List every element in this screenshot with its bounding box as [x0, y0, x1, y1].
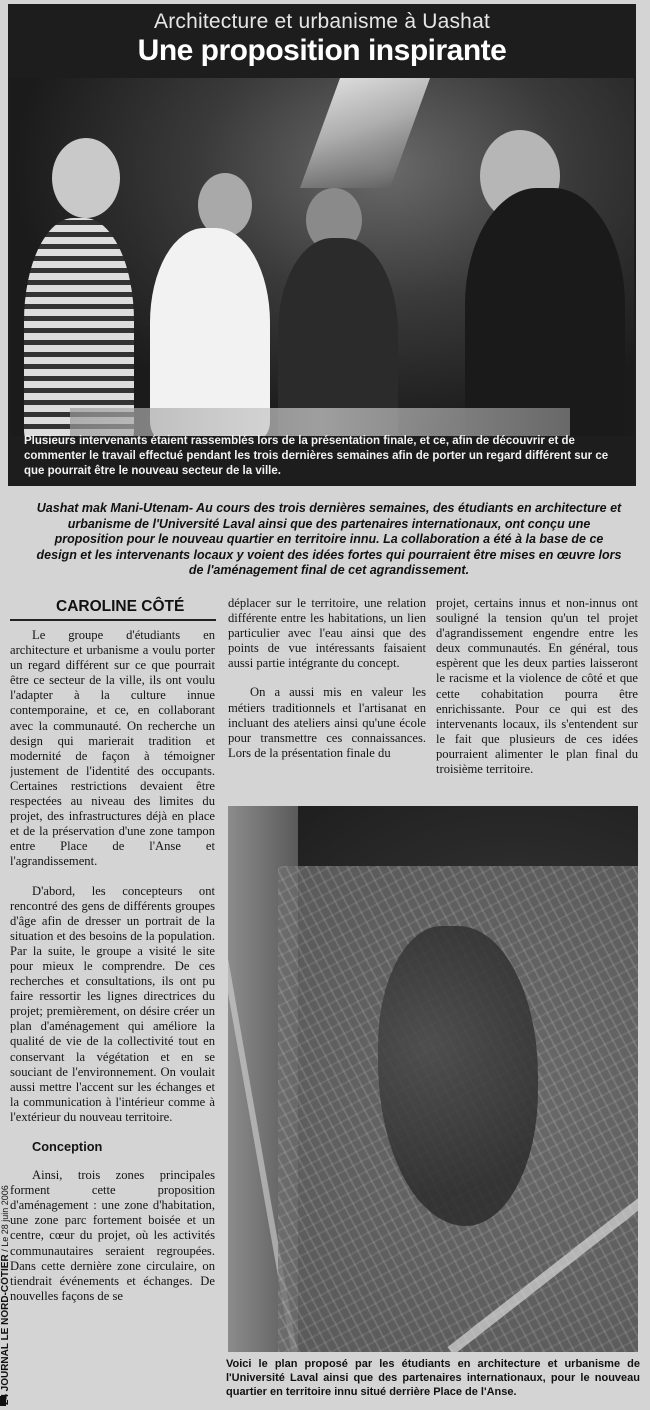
paragraph: Ainsi, trois zones principales forment cette proposition d'aménagement : une zone d'habitation, une zone parc fortement boisée et un centre, cœur du projet, où les activités communautaires seraient regroupées. Dans cette dernière zone circulaire, on tiendrait événements et échanges. De nouvelles façons de se	[10, 1168, 215, 1303]
column-3	[436, 596, 638, 801]
header-photo-box	[8, 4, 636, 486]
paragraph: D'abord, les concepteurs ont rencontré des gens de différents groupes d'âge afin de dresser un portrait de la situation et des besoins de la population. Par la suite, le groupe a visité le site pour mieux le comprendre. De ces recherches et consultations, ils ont pu faire ressortir les lignes directrices du projet; premièrement, on désire créer un plan d'aménagement qui améliore la qualité de vie de la collectivité tout en conservant la végétation et en se souciant de l'environnement. On voulait aussi mettre l'accent sur les échanges et la communication à l'intérieur comme à l'extérieur du nouveau territoire.	[10, 883, 215, 1124]
paper-name: JOURNAL LE NORD-CÔTIER	[0, 1254, 11, 1392]
article-headline: Une proposition inspirante	[137, 34, 507, 67]
paragraph: projet, certains innus et non-innus ont souligné la tension qu'un tel projet d'agrandissement engendre entre les deux communautés. En général, tous espèrent que les deux parties laisseront le racisme et la violence de côté et que cette cohabitation pourra être enrichissante. Pour ce qui est des intervenants locaux, ils s'entendent sur le fait que plusieurs de ces idées pourraient alimenter le plan final du troisième territoire.	[436, 596, 638, 777]
issue-date: Le 28 juin 2006	[0, 1185, 10, 1247]
map-caption: Voici le plan proposé par les étudiants en architecture et urbanisme de l'Université Laval ainsi que des partenaires internationaux, pour le nouveau quartier en territoire innu situé derrière Place de l'Anse.	[226, 1358, 640, 1398]
person-head	[52, 138, 120, 218]
subhead-conception: Conception	[32, 1139, 103, 1154]
column-1	[10, 628, 215, 1402]
plans-on-table	[70, 408, 570, 436]
aerial-plan-photo	[228, 806, 638, 1352]
column-2	[228, 596, 426, 801]
article-kicker: Architecture et urbanisme à Uashat	[154, 10, 490, 33]
paragraph: Le groupe d'étudiants en architecture et urbanisme a voulu porter un regard différent sur ce que pourrait être ce secteur de la ville, ils ont voulu l'adapter à la culture innue contemporaine, et ce, en collaborant avec la communauté. On recherche un design qui marierait tradition et modernité de façon à témoigner justement de l'identité des occupants. Certaines restrictions devaient être respectées au niveau des limites du projet, des infrastructures déjà en place et de la préservation d'une zone tampon entre Place de l'Anse et l'agrandissement.	[10, 628, 215, 869]
person-black-jacket	[465, 188, 625, 436]
page-number: 24	[0, 1393, 11, 1405]
article-lede: Uashat mak Mani-Utenam- Au cours des trois dernières semaines, des étudiants en architecture et urbanisme de l'Université Laval ainsi que des partenaires internationaux, ont conçu une proposition pour le nouveau quartier en territoire innu. La collaboration a été à la base de ce design et les intervenants locaux y voient des idées fortes qui pourraient être mises en œuvre lors de l'aménagement final de cet agrandissement.	[36, 501, 622, 577]
page-folio: 24 JOURNAL LE NORD-CÔTIER / Le 28 juin 2006	[0, 1185, 11, 1405]
photo-caption: Plusieurs intervenants étaient rassemblés lors de la présentation finale, et ce, afin de découvrir et de commenter le travail effectué pendant les trois dernières semaines afin de porter un regard différent sur ce que pourrait être le nouveau secteur de la ville.	[24, 435, 609, 477]
byline: CAROLINE CÔTÉ	[56, 598, 185, 615]
presentation-photo	[10, 78, 634, 436]
person-white-jacket	[150, 228, 270, 436]
ceiling-light	[300, 78, 430, 188]
byline-rule	[10, 619, 216, 621]
person-dark-coat	[278, 238, 398, 436]
person-striped-sweater	[24, 218, 134, 436]
paragraph: déplacer sur le territoire, une relation différente entre les habitations, un lien particulier avec l'eau ainsi que des points de vue intéressants faisaient aussi partie intégrante du concept.	[228, 596, 426, 671]
paragraph: On a aussi mis en valeur les métiers traditionnels et l'artisanat en incluant des ateliers ainsi qu'une école pour transmettre ces connaissances. Lors de la présentation finale du	[228, 685, 426, 760]
